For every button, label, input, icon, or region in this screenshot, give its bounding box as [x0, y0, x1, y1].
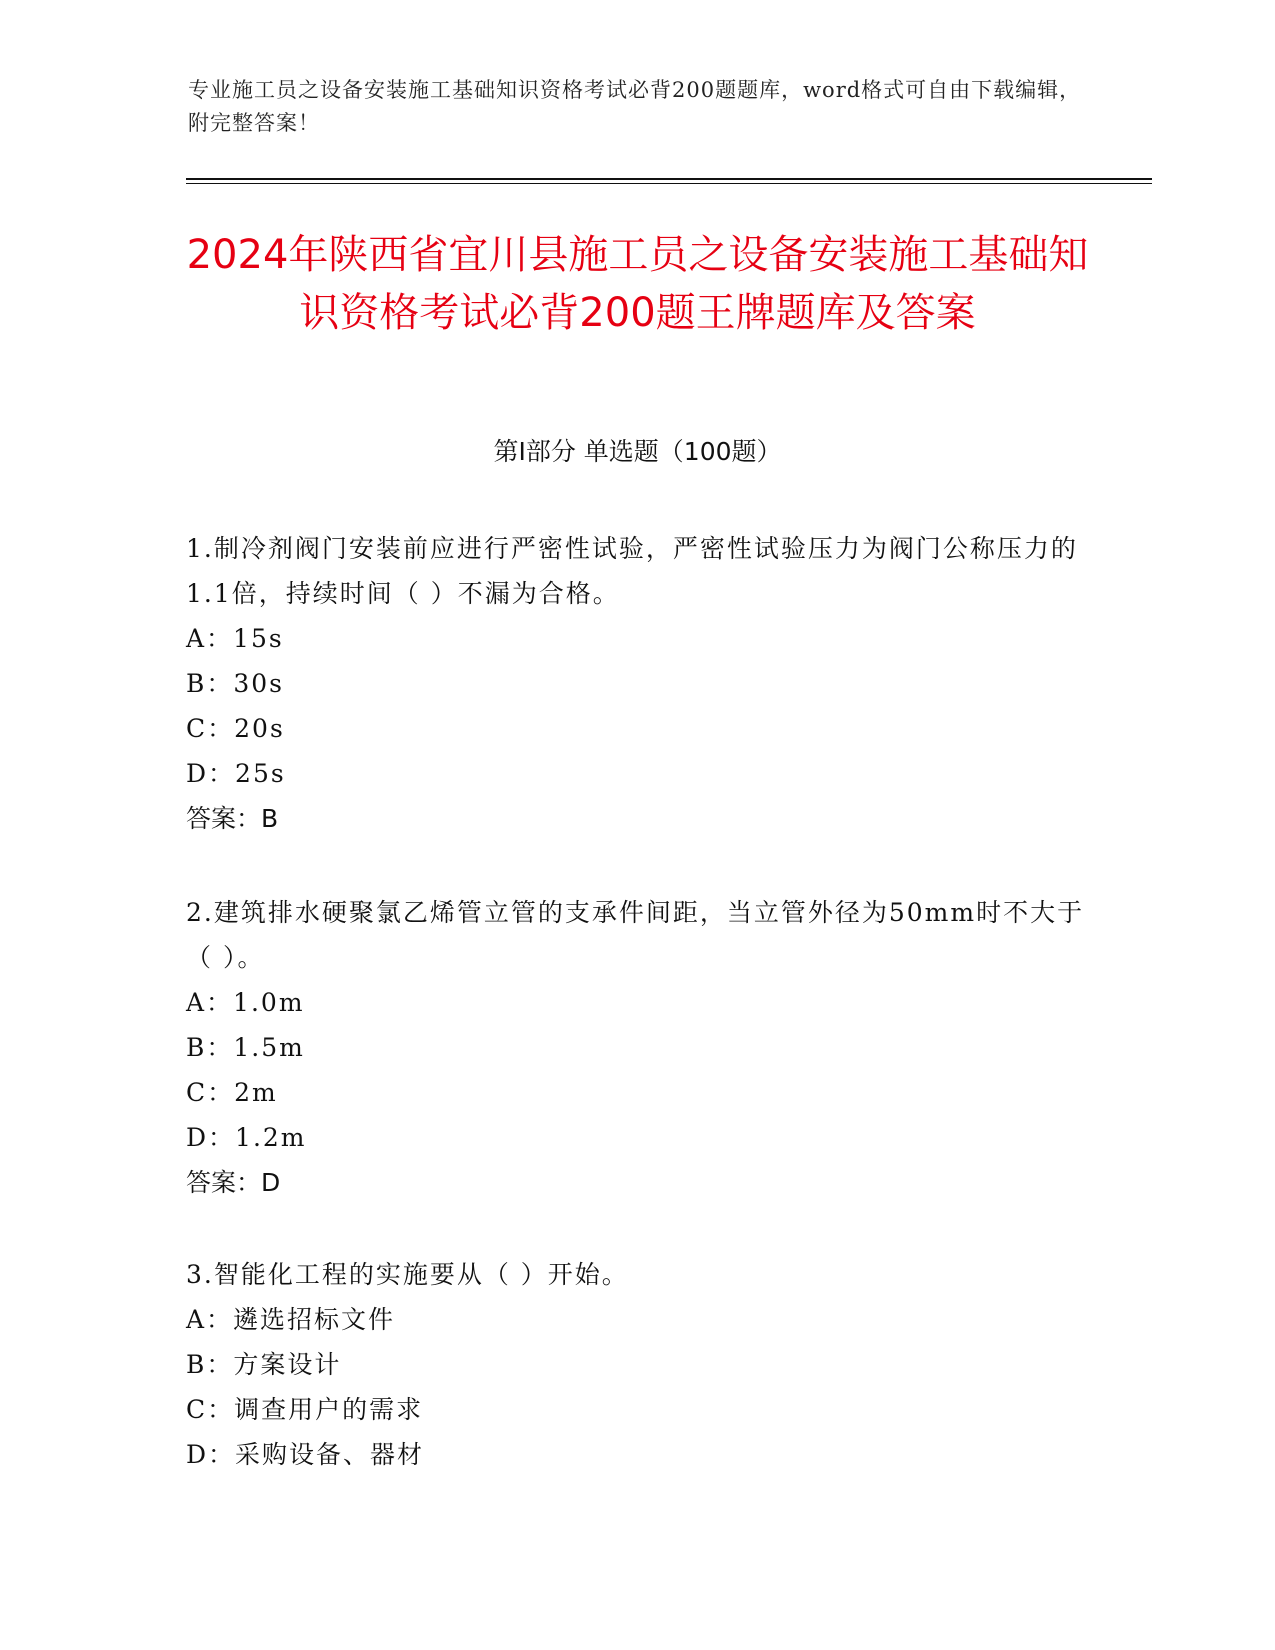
answer-line: 答案：B	[186, 804, 279, 833]
option-d: D：1.2m	[186, 1123, 307, 1152]
option-c: C：20s	[186, 714, 285, 743]
option-d: D：采购设备、器材	[186, 1440, 425, 1469]
question-stem: 1.制冷剂阀门安装前应进行严密性试验，严密性试验压力为阀门公称压力的1.1倍，持续时间（ ）不漏为合格。	[186, 534, 1078, 608]
question-block	[186, 890, 1086, 1205]
option-a: A：遴选招标文件	[186, 1305, 396, 1334]
answer-line: 答案：D	[186, 1168, 281, 1197]
question-block	[186, 526, 1086, 841]
header-divider-thin	[186, 183, 1152, 184]
option-d: D：25s	[186, 759, 286, 788]
question-stem: 3.智能化工程的实施要从（ ）开始。	[186, 1260, 629, 1289]
header-note: 专业施工员之设备安装施工基础知识资格考试必背200题题库，word格式可自由下载编辑，附完整答案！	[188, 78, 1082, 135]
question-block	[186, 1252, 1086, 1477]
option-c: C：调查用户的需求	[186, 1395, 424, 1424]
section-title: 第I部分 单选题（100题）	[493, 437, 782, 466]
option-b: B：1.5m	[186, 1033, 305, 1062]
option-a: A：15s	[186, 624, 284, 653]
header-divider-thick	[186, 178, 1152, 180]
option-b: B：方案设计	[186, 1350, 342, 1379]
option-b: B：30s	[186, 669, 285, 698]
document-title: 2024年陕西省宜川县施工员之设备安装施工基础知识资格考试必背200题王牌题库及答案	[186, 232, 1089, 336]
option-c: C：2m	[186, 1078, 278, 1107]
question-stem: 2.建筑排水硬聚氯乙烯管立管的支承件间距，当立管外径为50mm时不大于（ ）。	[186, 898, 1085, 972]
option-a: A：1.0m	[186, 988, 305, 1017]
